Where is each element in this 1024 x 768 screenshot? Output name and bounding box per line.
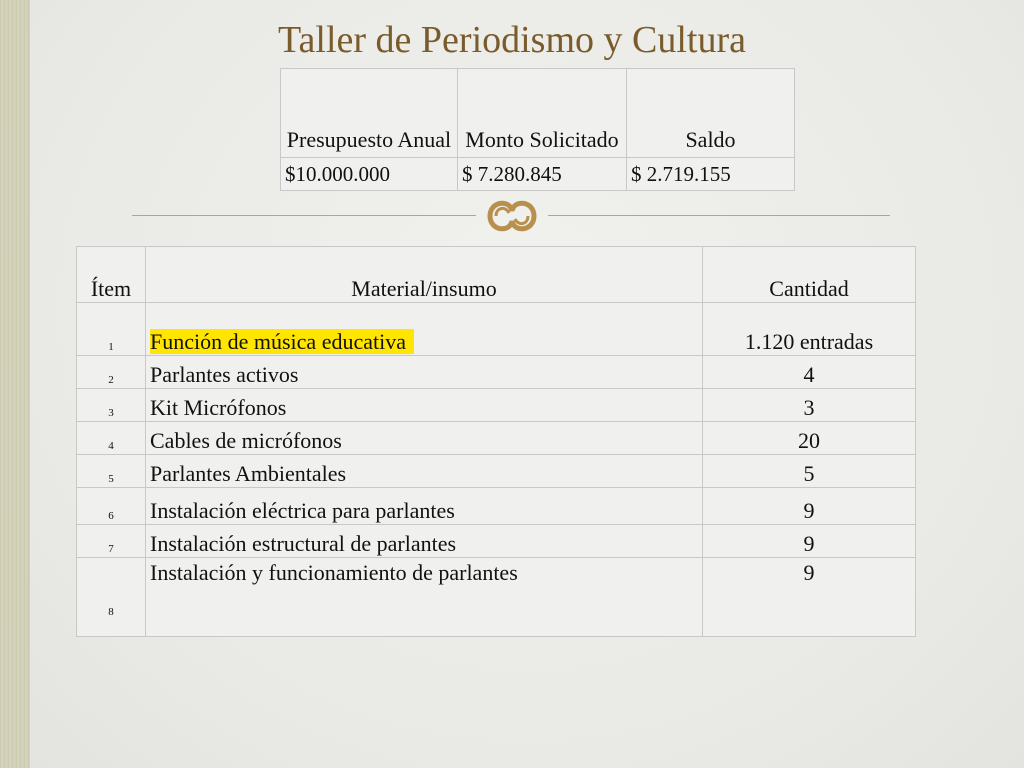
row-number: 8: [77, 558, 146, 637]
table-row: [77, 356, 916, 389]
left-decorative-band: [0, 0, 30, 768]
row-number: 7: [77, 525, 146, 558]
header-item: Ítem: [77, 247, 146, 303]
items-header-row: [77, 247, 916, 303]
row-quantity: 1.120 entradas: [703, 303, 916, 356]
divider-line-right: [548, 215, 890, 216]
row-number: 2: [77, 356, 146, 389]
divider-line-left: [132, 215, 476, 216]
row-material: Instalación estructural de parlantes: [146, 525, 703, 558]
budget-header-row: [281, 69, 795, 158]
row-material: [146, 303, 703, 356]
row-quantity: 20: [703, 422, 916, 455]
row-number: 5: [77, 455, 146, 488]
budget-header-annual: Presupuesto Anual: [281, 69, 458, 158]
table-row: [77, 488, 916, 525]
budget-table: [280, 68, 795, 191]
row-number: 6: [77, 488, 146, 525]
table-row: [77, 525, 916, 558]
ornament-flourish-icon: [476, 193, 548, 239]
items-table: [76, 246, 916, 637]
header-quantity: Cantidad: [703, 247, 916, 303]
row-quantity: 9: [703, 488, 916, 525]
table-row: [77, 389, 916, 422]
budget-value-annual: $10.000.000: [281, 158, 458, 191]
table-row: [77, 558, 916, 637]
row-quantity: 9: [703, 525, 916, 558]
table-row: [77, 422, 916, 455]
table-row: [77, 303, 916, 356]
row-material: Cables de micrófonos: [146, 422, 703, 455]
row-number: 3: [77, 389, 146, 422]
budget-value-requested: $ 7.280.845: [458, 158, 627, 191]
budget-header-requested: Monto Solicitado: [458, 69, 627, 158]
budget-value-balance: $ 2.719.155: [627, 158, 795, 191]
row-material: Parlantes activos: [146, 356, 703, 389]
row-material: Kit Micrófonos: [146, 389, 703, 422]
row-material: Instalación eléctrica para parlantes: [146, 488, 703, 525]
budget-values-row: [281, 158, 795, 191]
row-material: Instalación y funcionamiento de parlantes: [146, 558, 703, 637]
row-number: 4: [77, 422, 146, 455]
table-row: [77, 455, 916, 488]
row-quantity: 4: [703, 356, 916, 389]
row-material: Parlantes Ambientales: [146, 455, 703, 488]
row-quantity: 3: [703, 389, 916, 422]
row-number: 1: [77, 303, 146, 356]
row-quantity: 9: [703, 558, 916, 637]
slide-title: Taller de Periodismo y Cultura: [277, 19, 747, 61]
budget-header-balance: Saldo: [627, 69, 795, 158]
row-quantity: 5: [703, 455, 916, 488]
highlighted-text: Función de música educativa: [150, 329, 414, 354]
header-material: Material/insumo: [146, 247, 703, 303]
